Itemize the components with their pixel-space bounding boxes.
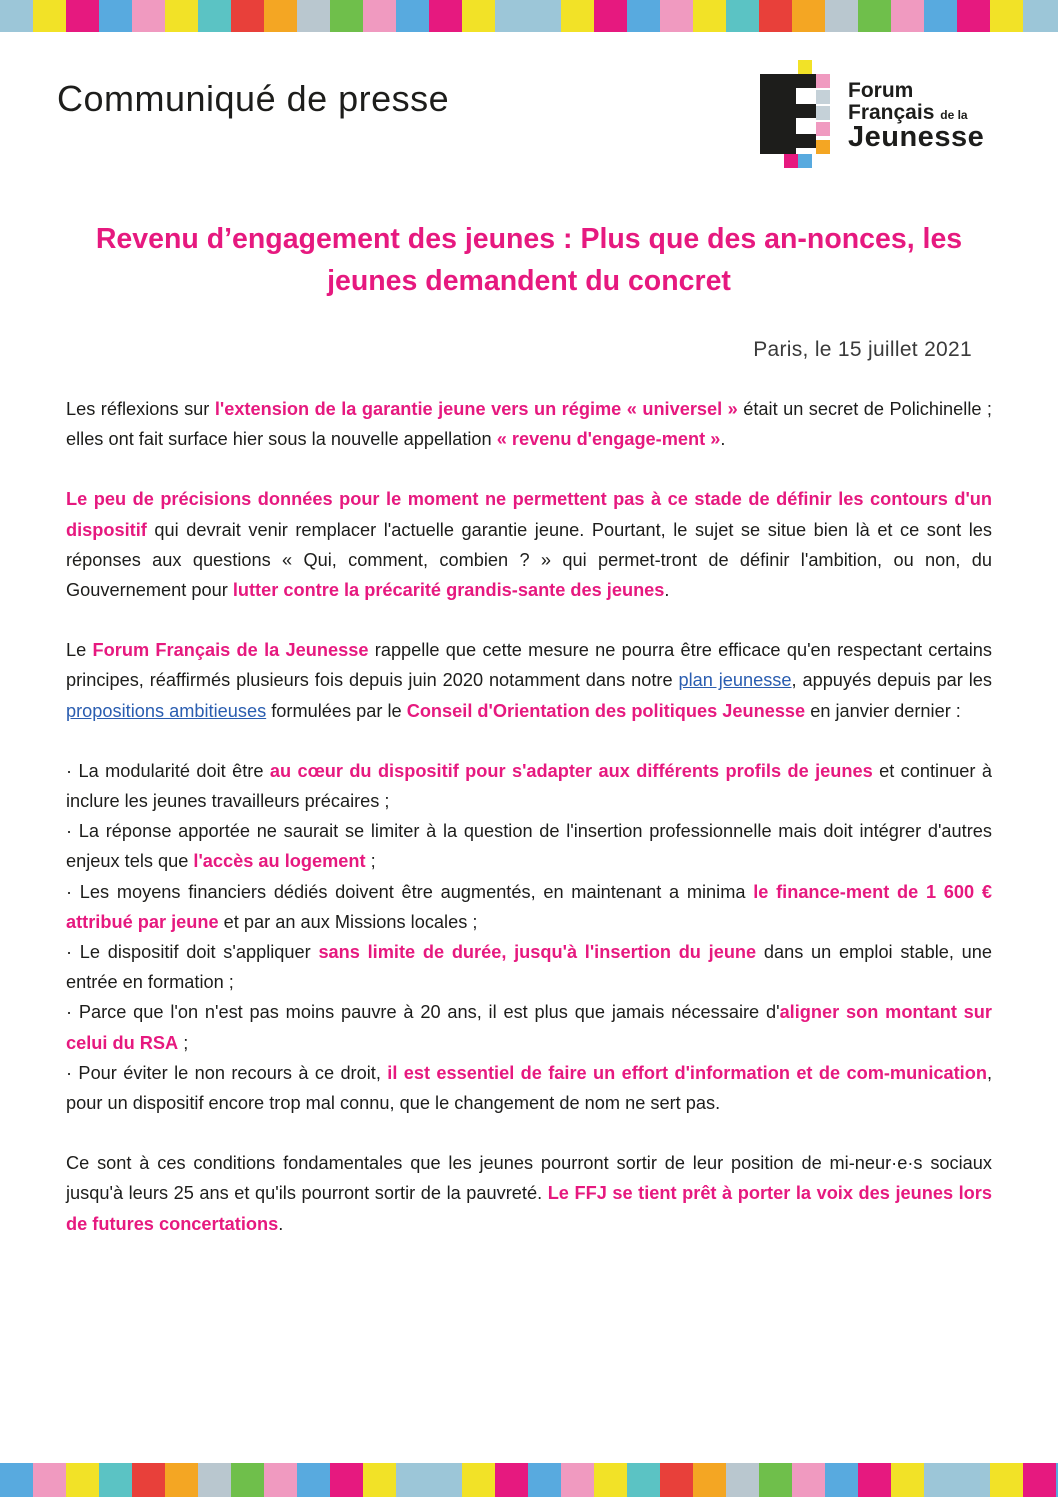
stripe-segment (429, 0, 462, 32)
body-text: dans un emploi stable, une entrée en formation ; (66, 942, 992, 993)
stripe-segment (627, 0, 660, 32)
body-text: · Pour éviter le non recours à ce droit, (66, 1062, 388, 1083)
list-item (66, 997, 992, 1057)
stripe-segment (231, 1463, 264, 1497)
stripe-segment (891, 0, 924, 32)
stripe-segment (165, 0, 198, 32)
top-color-stripe (0, 0, 1058, 32)
body-text: , pour un dispositif encore trop mal connu, que le changement de nom ne sert pas. (66, 1062, 992, 1114)
stripe-segment (594, 1463, 627, 1497)
place-date: Paris, le 15 juillet 2021 (753, 338, 972, 361)
stripe-segment (33, 0, 66, 32)
stripe-segment (693, 0, 726, 32)
body-text: qui devrait venir remplacer l'actuelle garantie jeune. Pourtant, le sujet se situe bien là et ce sont les réponses aux questions « Qui, comment, combien ? » qui permet-tront de définir l'ambition, ou non, du Gouvernement pour (66, 519, 992, 601)
stripe-segment (858, 1463, 891, 1497)
stripe-segment (528, 0, 561, 32)
body-text: · La modularité doit être (66, 760, 270, 781)
stripe-segment (495, 0, 528, 32)
list-item (66, 877, 992, 937)
stripe-segment (693, 1463, 726, 1497)
body-text: Les réflexions sur (66, 399, 215, 419)
press-release-body (66, 394, 992, 1269)
logo-block (796, 74, 816, 88)
link-text[interactable]: plan jeunesse (678, 670, 792, 691)
stripe-segment (297, 0, 330, 32)
stripe-segment (330, 0, 363, 32)
stripe-segment (792, 1463, 825, 1497)
stripe-segment (132, 0, 165, 32)
stripe-segment (990, 0, 1023, 32)
body-text: · Parce que l'on n'est pas moins pauvre à 20 ans, il est plus que jamais nécessaire d' (66, 1002, 780, 1023)
stripe-segment (462, 0, 495, 32)
stripe-segment (330, 1463, 363, 1497)
body-text: en janvier dernier : (805, 700, 961, 721)
logo-block (796, 134, 816, 148)
logo-block (816, 90, 830, 104)
body-text: · Le dispositif doit s'appliquer (66, 942, 319, 963)
stripe-segment (825, 0, 858, 32)
stripe-segment (957, 0, 990, 32)
stripe-segment (858, 0, 891, 32)
logo-block (796, 104, 816, 118)
stripe-segment (759, 1463, 792, 1497)
body-text: ; (178, 1032, 189, 1053)
stripe-segment (396, 1463, 429, 1497)
logo-line-francais (848, 102, 984, 123)
highlighted-text: « revenu d'engage-ment » (496, 429, 721, 450)
body-text: Le (66, 640, 93, 661)
highlighted-text: l'extension de la garantie jeune vers un régime « universel » (214, 399, 738, 419)
link-text[interactable]: propositions ambitieuses (66, 700, 267, 721)
stripe-segment (264, 1463, 297, 1497)
highlighted-text: aligner son montant sur celui du RSA (66, 1002, 992, 1053)
logo-block (816, 74, 830, 88)
body-text: rappelle que cette mesure ne pourra être efficace qu'en respectant certains principes, réaffirmés plusieurs fois depuis juin 2020 notamment dans notre (66, 640, 992, 691)
highlighted-text: Le FFJ se tient prêt à porter la voix des jeunes lors de futures concertations (66, 1183, 992, 1234)
stripe-segment (957, 1463, 990, 1497)
paragraph-2 (66, 484, 992, 605)
body-text: et par an aux Missions locales ; (218, 911, 478, 932)
logo-block (816, 106, 830, 120)
stripe-segment (1023, 0, 1056, 32)
stripe-segment (792, 0, 825, 32)
stripe-segment (33, 1463, 66, 1497)
page-header-title: Communiqué de presse (57, 78, 450, 119)
highlighted-text: lutter contre la précarité grandis-sante des jeunes (232, 580, 665, 601)
body-text: · Les moyens financiers dédiés doivent être augmentés, en maintenant a minima (66, 881, 754, 902)
principles-list (66, 756, 992, 1118)
logo-block (798, 60, 812, 74)
body-text: . (278, 1213, 284, 1234)
stripe-segment (66, 1463, 99, 1497)
stripe-segment (528, 1463, 561, 1497)
stripe-segment (297, 1463, 330, 1497)
highlighted-text: il est essentiel de faire un effort d'information et de com-munication (387, 1062, 987, 1083)
paragraph-3 (66, 635, 992, 726)
stripe-segment (561, 0, 594, 32)
stripe-segment (660, 1463, 693, 1497)
paragraph-4 (66, 1148, 992, 1239)
stripe-segment (759, 0, 792, 32)
stripe-segment (132, 1463, 165, 1497)
stripe-segment (198, 1463, 231, 1497)
body-text: · La réponse apportée ne saurait se limiter à la question de l'insertion professionnelle mais doit intégrer d'autres enjeux tels que (66, 821, 992, 872)
stripe-segment (198, 0, 231, 32)
list-item (66, 937, 992, 997)
stripe-segment (594, 0, 627, 32)
body-text: était un secret de Polichinelle ; elles ont fait surface hier sous la nouvelle appellation (66, 399, 992, 450)
list-item (66, 756, 992, 816)
stripe-segment (66, 0, 99, 32)
stripe-segment (231, 0, 264, 32)
bottom-color-stripe (0, 1463, 1058, 1497)
body-text: formulées par le (266, 700, 407, 721)
stripe-segment (924, 1463, 957, 1497)
highlighted-text: Conseil d'Orientation des politiques Jeunesse (406, 700, 806, 721)
stripe-segment (99, 1463, 132, 1497)
stripe-segment (561, 1463, 594, 1497)
press-release-title: Revenu d’engagement des jeunes : Plus que des an-nonces, les jeunes demandent du concret (95, 223, 963, 297)
body-text: Ce sont à ces conditions fondamentales que les jeunes pourront sortir de leur position de mi-neur·e·s sociaux jusqu'à leurs 25 ans et qu'ils pourront sortir de la pauvreté. (66, 1153, 992, 1204)
body-text: . (720, 429, 726, 450)
stripe-segment (264, 0, 297, 32)
stripe-segment (495, 1463, 528, 1497)
stripe-segment (891, 1463, 924, 1497)
paragraph-1 (66, 394, 992, 454)
highlighted-text: Le peu de précisions données pour le moment ne permettent pas à ce stade de définir les contours d'un dispositif (66, 489, 992, 540)
body-text: ; (365, 851, 376, 872)
stripe-segment (660, 0, 693, 32)
logo-line-jeunesse: Jeunesse (848, 121, 985, 153)
stripe-segment (429, 1463, 462, 1497)
stripe-segment (363, 0, 396, 32)
highlighted-text: le finance-ment de 1 600 € attribué par jeune (66, 881, 992, 932)
body-text: , appuyés depuis par les (791, 670, 992, 691)
highlighted-text: Forum Français de la Jeunesse (92, 640, 369, 661)
stripe-segment (726, 1463, 759, 1497)
body-text: . (664, 580, 670, 601)
highlighted-text: au cœur du dispositif pour s'adapter aux différents profils de jeunes (269, 760, 873, 781)
logo-word-francais: Français (848, 101, 935, 124)
stripe-segment (396, 0, 429, 32)
stripe-segment (990, 1463, 1023, 1497)
stripe-segment (0, 0, 33, 32)
ffj-logo-text (848, 80, 984, 152)
stripe-segment (0, 1463, 33, 1497)
stripe-segment (363, 1463, 396, 1497)
stripe-segment (99, 0, 132, 32)
logo-line-forum: Forum (848, 79, 914, 102)
highlighted-text: l'accès au logement (193, 851, 366, 872)
list-item (66, 816, 992, 876)
highlighted-text: sans limite de durée, jusqu'à l'insertion du jeune (318, 942, 757, 963)
logo-block (816, 122, 830, 136)
logo-word-de-la: de la (940, 108, 968, 122)
stripe-segment (165, 1463, 198, 1497)
list-item (66, 1058, 992, 1118)
logo-block (816, 140, 830, 154)
stripe-segment (627, 1463, 660, 1497)
stripe-segment (825, 1463, 858, 1497)
stripe-segment (726, 0, 759, 32)
logo-block (798, 154, 812, 168)
stripe-segment (1023, 1463, 1056, 1497)
logo-block (760, 74, 796, 154)
stripe-segment (462, 1463, 495, 1497)
stripe-segment (924, 0, 957, 32)
body-text: et continuer à inclure les jeunes travailleurs précaires ; (66, 760, 992, 812)
logo-block (784, 154, 798, 168)
